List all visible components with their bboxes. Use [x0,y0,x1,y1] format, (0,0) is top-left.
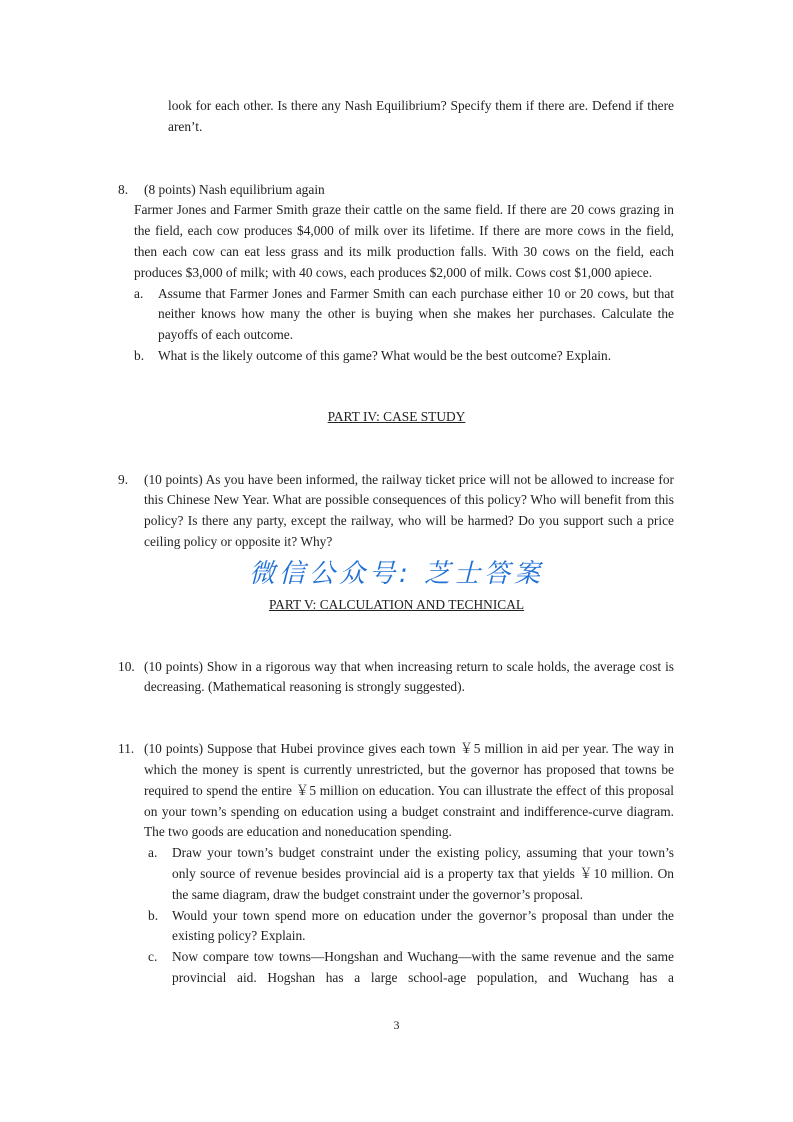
q8-b-label: b. [134,347,145,363]
q11-text: (10 points) Suppose that Hubei province gives each town ￥5 million in aid per year. The way in which the money is spent is currently unrestricted, but the governor has proposed that towns be required to spend the entire ￥5 million on education. You can illustrate the effect of this proposal on your town’s spending on education using a budget constraint and indifference-curve diagram. The two goods are education and noneducation spending. [144,741,674,840]
watermark: 微信公众号: 芝士答案 [248,558,545,589]
q11-c-text: Now compare tow towns—Hongshan and Wuchang—with the same revenue and the same provincial aid. Hogshan has a large school-age population, and Wuchang has a [172,949,674,985]
q8-title: (8 points) Nash equilibrium again [144,181,325,197]
q7-continuation: look for each other. Is there any Nash Equilibrium? Specify them if there are. Defend if there aren’t. [168,98,674,134]
q8-a-text: Assume that Farmer Jones and Farmer Smith can each purchase either 10 or 20 cows, but that neither knows how many the other is buying when she makes her purchases. Calculate the payoffs of each outcome. [158,285,674,343]
q10-text: (10 points) Show in a rigorous way that when increasing return to scale holds, the average cost is decreasing. (Mathematical reasoning is strongly suggested). [144,658,674,695]
q11-c-label: c. [148,949,158,965]
q11-a-label: a. [148,845,158,861]
q9 [118,470,674,553]
q11-b-text: Would your town spend more on education under the governor’s proposal than under the existing policy? Explain. [172,907,674,944]
q11-item-b [148,906,674,948]
q11 [118,739,674,843]
part5-heading [0,595,793,616]
part5-title: PART V: CALCULATION AND TECHNICAL [268,596,525,612]
q11-a-text: Draw your town’s budget constraint under the existing policy, assuming that your town’s only source of revenue besides provincial aid is a property tax that yields ￥10 million. On the same diagram, draw the budget constraint under the governor’s proposal. [172,845,674,902]
q10-number: 10. [118,658,135,674]
q11-item-c [148,947,674,989]
q9-text: (10 points) As you have been informed, the railway ticket price will not be allowed to increase for this Chinese New Year. What are possible consequences of this policy? Who will benefit from this policy? Is there any party, except the railway, who will be harmed? Do you support such a price ceiling policy or opposite it? Why? [144,471,674,549]
q8-b-text: What is the likely outcome of this game? What would be the best outcome? Explain. [158,347,612,363]
q8-item-a [134,284,674,346]
q8-body: Farmer Jones and Farmer Smith graze their cattle on the same field. If there are 20 cows grazing in the field, each cow produces $4,000 of milk over its lifetime. If there are more cows in the field, then each cow can eat less grass and its milk production falls. With 30 cows on the field, each produces $3,000 of milk; with 40 cows, each produces $2,000 of milk. Cows cost $1,000 apiece. [134,202,674,280]
q10 [118,657,674,699]
q9-number: 9. [118,471,129,487]
q8-a-label: a. [134,285,144,301]
q8-number: 8. [118,181,129,197]
q8-header [118,180,674,201]
part4-heading [0,407,793,428]
q11-b-label: b. [148,907,159,923]
q11-number: 11. [118,741,135,757]
page-number: 3 [393,1017,400,1032]
q8-item-b [134,346,674,367]
part4-title: PART IV: CASE STUDY [327,408,466,424]
q11-item-a [148,843,674,905]
